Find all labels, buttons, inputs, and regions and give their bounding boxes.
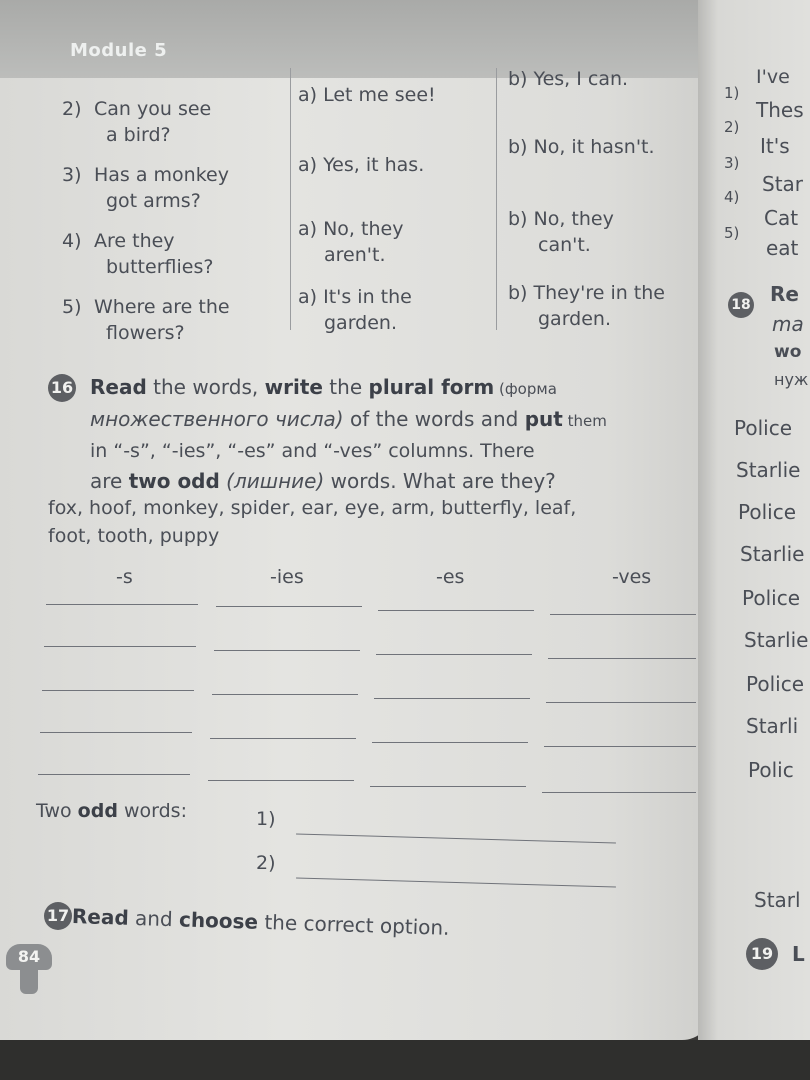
odd-word-2-line[interactable] <box>296 878 616 888</box>
instruction-text: the <box>322 375 369 399</box>
answer-a-cont: aren't. <box>324 244 386 266</box>
column-header-ies: -ies <box>270 566 304 588</box>
instruction-text: them <box>562 412 607 430</box>
answer-line[interactable] <box>38 774 190 775</box>
task-18-badge: 18 <box>728 292 754 318</box>
column-header-es: -es <box>436 566 465 588</box>
answer-line[interactable] <box>210 738 356 739</box>
background-surface <box>0 1040 810 1080</box>
answer-a: a) No, they <box>298 218 404 240</box>
answer-line[interactable] <box>374 698 530 699</box>
rp-list-number: 1) <box>724 84 740 102</box>
answer-b-cont: garden. <box>538 308 612 330</box>
column-header-ves: -ves <box>612 566 652 588</box>
rp-list-number: 3) <box>724 154 740 172</box>
rp-name-starlie: Starlie <box>744 628 809 652</box>
mushroom-icon <box>20 968 38 994</box>
rp-list-number: 5) <box>724 224 740 242</box>
question-text: Has a monkey <box>94 164 229 186</box>
answer-line[interactable] <box>544 746 696 747</box>
rp-task18-text: ma <box>772 312 804 336</box>
rp-name-police: Police <box>734 416 792 440</box>
answer-a: a) Let me see! <box>298 84 436 106</box>
instruction-bold: write <box>264 375 323 399</box>
question-text: a bird? <box>106 124 171 146</box>
instruction-text: (форма <box>494 380 557 398</box>
rp-name-police: Police <box>746 672 804 696</box>
label-bold: odd <box>77 800 118 822</box>
rp-list-number: 4) <box>724 188 740 206</box>
answer-line[interactable] <box>548 658 696 659</box>
question-text: got arms? <box>106 190 201 212</box>
answer-b: b) No, they <box>508 208 614 230</box>
rp-name-starlie: Starlie <box>740 542 805 566</box>
rp-list-text: It's <box>760 134 790 158</box>
rp-task19-text: L <box>792 942 805 966</box>
word-list <box>48 494 708 550</box>
question-text: Are they <box>94 230 175 252</box>
rp-list-text: Thes <box>756 98 804 122</box>
instruction-bold: Read <box>90 375 147 399</box>
instruction-italic: множественного числа) <box>90 407 344 431</box>
answer-b: b) They're in the <box>508 282 665 304</box>
rp-list-text: Star <box>762 172 804 196</box>
instruction-bold: plural form <box>368 375 495 399</box>
rp-task18-text: нуж <box>774 370 809 389</box>
odd-word-1-number: 1) <box>256 808 276 830</box>
row-number: 2) <box>62 98 82 120</box>
instruction-text: the words, <box>146 375 265 399</box>
answer-line[interactable] <box>44 646 196 647</box>
instruction-bold: put <box>524 407 563 431</box>
rp-name-police: Police <box>738 500 796 524</box>
label-text: words: <box>117 800 187 822</box>
table-divider <box>290 68 291 330</box>
word-list-line: foot, tooth, puppy <box>48 525 220 547</box>
answer-line[interactable] <box>214 650 360 651</box>
instruction-italic: (лишние) <box>219 469 325 493</box>
instruction-text: of the words and <box>343 407 525 431</box>
rp-list-text: Cat <box>764 206 799 230</box>
rp-name-starlie: Starlie <box>736 458 801 482</box>
row-number: 3) <box>62 164 82 186</box>
instruction-bold: Read <box>71 904 130 930</box>
answer-line[interactable] <box>378 610 534 611</box>
rp-name-starlie: Starli <box>746 714 799 738</box>
question-text: butterflies? <box>106 256 214 278</box>
task-16-instructions <box>90 372 702 496</box>
task-19-badge: 19 <box>746 938 778 970</box>
instruction-text: words. What are they? <box>324 469 556 493</box>
module-label: Module 5 <box>70 40 168 61</box>
answer-line[interactable] <box>42 690 194 691</box>
rp-list-text: eat <box>766 236 799 260</box>
task-17-instructions <box>72 904 450 940</box>
word-list-line: fox, hoof, monkey, spider, ear, eye, arm, butterfly, leaf, <box>48 497 577 519</box>
answer-line[interactable] <box>542 792 696 793</box>
rp-list-text: I've <box>756 66 790 88</box>
row-number: 5) <box>62 296 82 318</box>
answer-a: a) Yes, it has. <box>298 154 425 176</box>
label-text: Two <box>36 800 78 822</box>
question-text: flowers? <box>106 322 185 344</box>
answer-line[interactable] <box>546 702 696 703</box>
page-number: 84 <box>6 944 52 970</box>
odd-word-1-line[interactable] <box>296 834 616 844</box>
answer-line[interactable] <box>216 606 362 607</box>
rp-list-number: 2) <box>724 118 740 136</box>
odd-words-label <box>36 800 187 822</box>
rp-name-police: Police <box>742 586 800 610</box>
answer-line[interactable] <box>376 654 532 655</box>
task-16-badge: 16 <box>48 374 76 402</box>
answer-b-cont: can't. <box>538 234 591 256</box>
instruction-text: are <box>90 469 129 493</box>
answer-line[interactable] <box>370 786 526 787</box>
answer-line[interactable] <box>46 604 198 605</box>
answer-line[interactable] <box>40 732 192 733</box>
instruction-text: in “-s”, “-ies”, “-es” and “-ves” columns. There <box>90 440 535 462</box>
rp-task18-text: Re <box>770 282 799 306</box>
instruction-text: and <box>128 905 180 932</box>
instruction-bold: two odd <box>128 469 220 493</box>
odd-word-2-number: 2) <box>256 852 276 874</box>
answer-line[interactable] <box>550 614 696 615</box>
answer-a: a) It's in the <box>298 286 412 308</box>
instruction-text: the correct option. <box>257 909 450 940</box>
answer-line[interactable] <box>208 780 354 781</box>
row-number: 4) <box>62 230 82 252</box>
rp-task18-text: wo <box>774 342 802 362</box>
question-text: Can you see <box>94 98 212 120</box>
answer-line[interactable] <box>212 694 358 695</box>
question-text: Where are the <box>94 296 230 318</box>
instruction-bold: choose <box>178 907 259 934</box>
answer-a-cont: garden. <box>324 312 398 334</box>
rp-name-starlie: Starl <box>754 888 801 912</box>
task-17-badge: 17 <box>44 902 72 930</box>
rp-name-police: Polic <box>748 758 794 782</box>
answer-line[interactable] <box>372 742 528 743</box>
answer-b: b) Yes, I can. <box>508 68 629 90</box>
answer-b: b) No, it hasn't. <box>508 136 655 158</box>
column-header-s: -s <box>116 566 133 588</box>
